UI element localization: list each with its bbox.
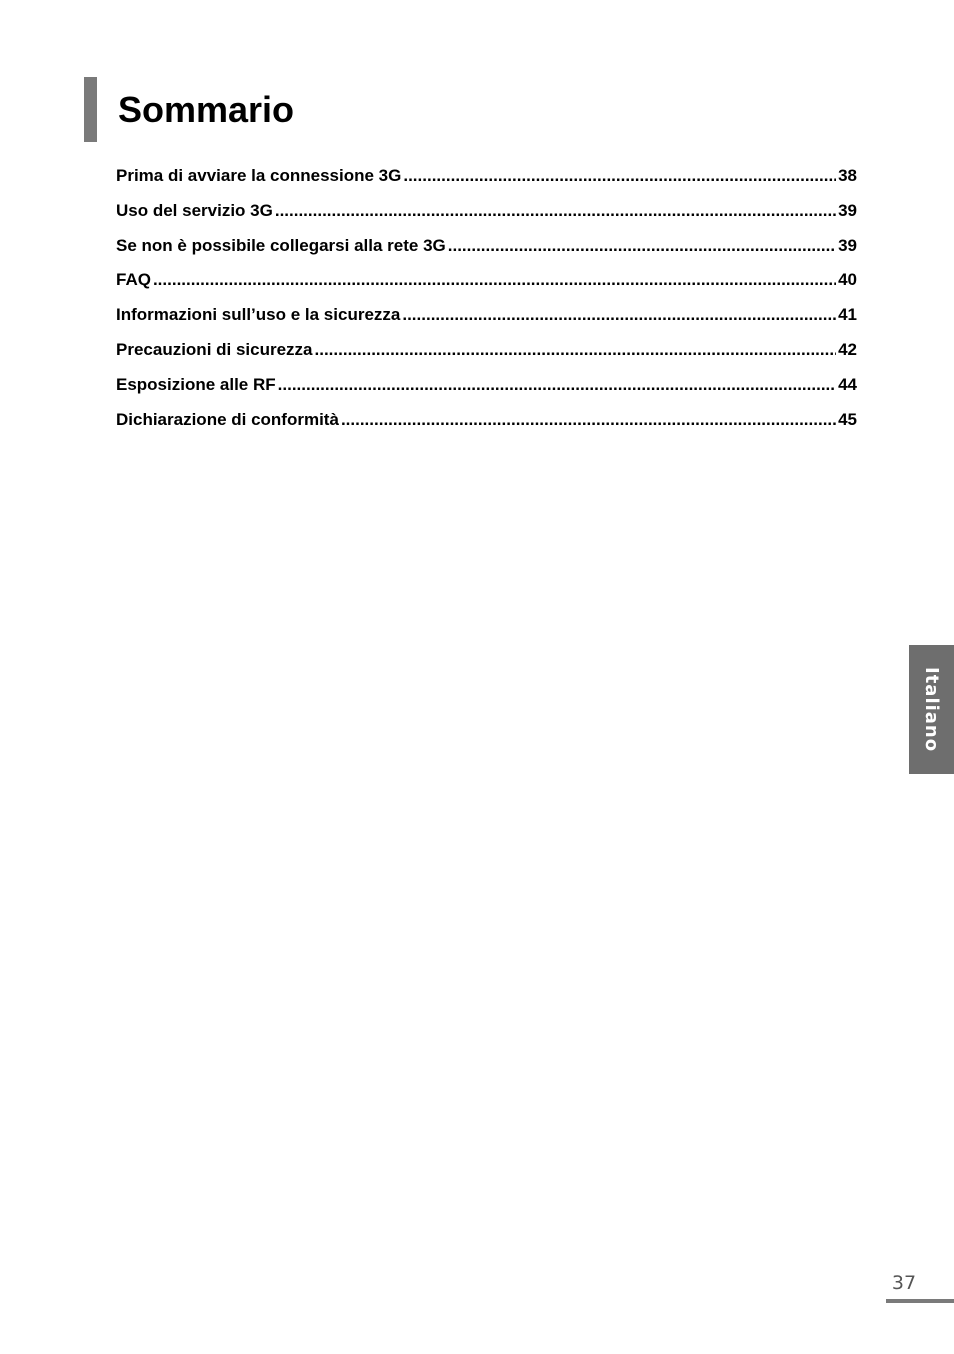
toc-entry-label: Uso del servizio 3G: [116, 200, 273, 220]
toc-dot-leader: [448, 234, 836, 258]
title-accent-bar: [84, 77, 97, 142]
toc-dot-leader: [341, 408, 836, 432]
toc-entry[interactable]: [116, 234, 857, 269]
toc-dot-leader: [402, 303, 836, 327]
toc-dot-leader: [403, 164, 836, 188]
toc-entry-label: Dichiarazione di conformità: [116, 409, 339, 429]
toc-dot-leader: [153, 268, 836, 292]
toc-entry[interactable]: [116, 268, 857, 303]
toc-entry[interactable]: [116, 408, 857, 443]
toc-entry[interactable]: [116, 373, 857, 408]
toc-entry[interactable]: [116, 338, 857, 373]
toc-entry-label: Precauzioni di sicurezza: [116, 339, 313, 359]
toc-entry-page: 38: [838, 166, 857, 185]
language-tab-label: Italiano: [921, 666, 942, 753]
toc-entry-page: 39: [838, 200, 857, 220]
toc-entry-page: 41: [838, 305, 857, 325]
table-of-contents: [116, 164, 857, 442]
toc-entry-label: Informazioni sull’uso e la sicurezza: [116, 305, 401, 325]
page-number: 37: [891, 1272, 917, 1294]
toc-entry[interactable]: [116, 303, 857, 338]
toc-dot-leader: [278, 373, 836, 397]
toc-entry[interactable]: [116, 164, 857, 199]
toc-entry-page: 45: [838, 409, 857, 429]
toc-entry-label: Prima di avviare la connessione 3G: [116, 166, 402, 185]
toc-entry-page: 44: [838, 374, 857, 394]
page-title: Sommario: [118, 89, 295, 130]
toc-dot-leader: [275, 199, 836, 223]
toc-entry[interactable]: [116, 199, 857, 234]
toc-dot-leader: [315, 338, 837, 362]
page-number-rule: [886, 1299, 954, 1303]
toc-entry-page: 39: [838, 235, 857, 255]
toc-entry-label: FAQ: [116, 270, 151, 290]
toc-entry-label: Esposizione alle RF: [116, 374, 276, 394]
toc-entry-page: 42: [838, 339, 857, 359]
toc-entry-label: Se non è possibile collegarsi alla rete 3G: [116, 235, 446, 255]
toc-entry-page: 40: [838, 270, 857, 290]
language-tab: [909, 645, 954, 774]
